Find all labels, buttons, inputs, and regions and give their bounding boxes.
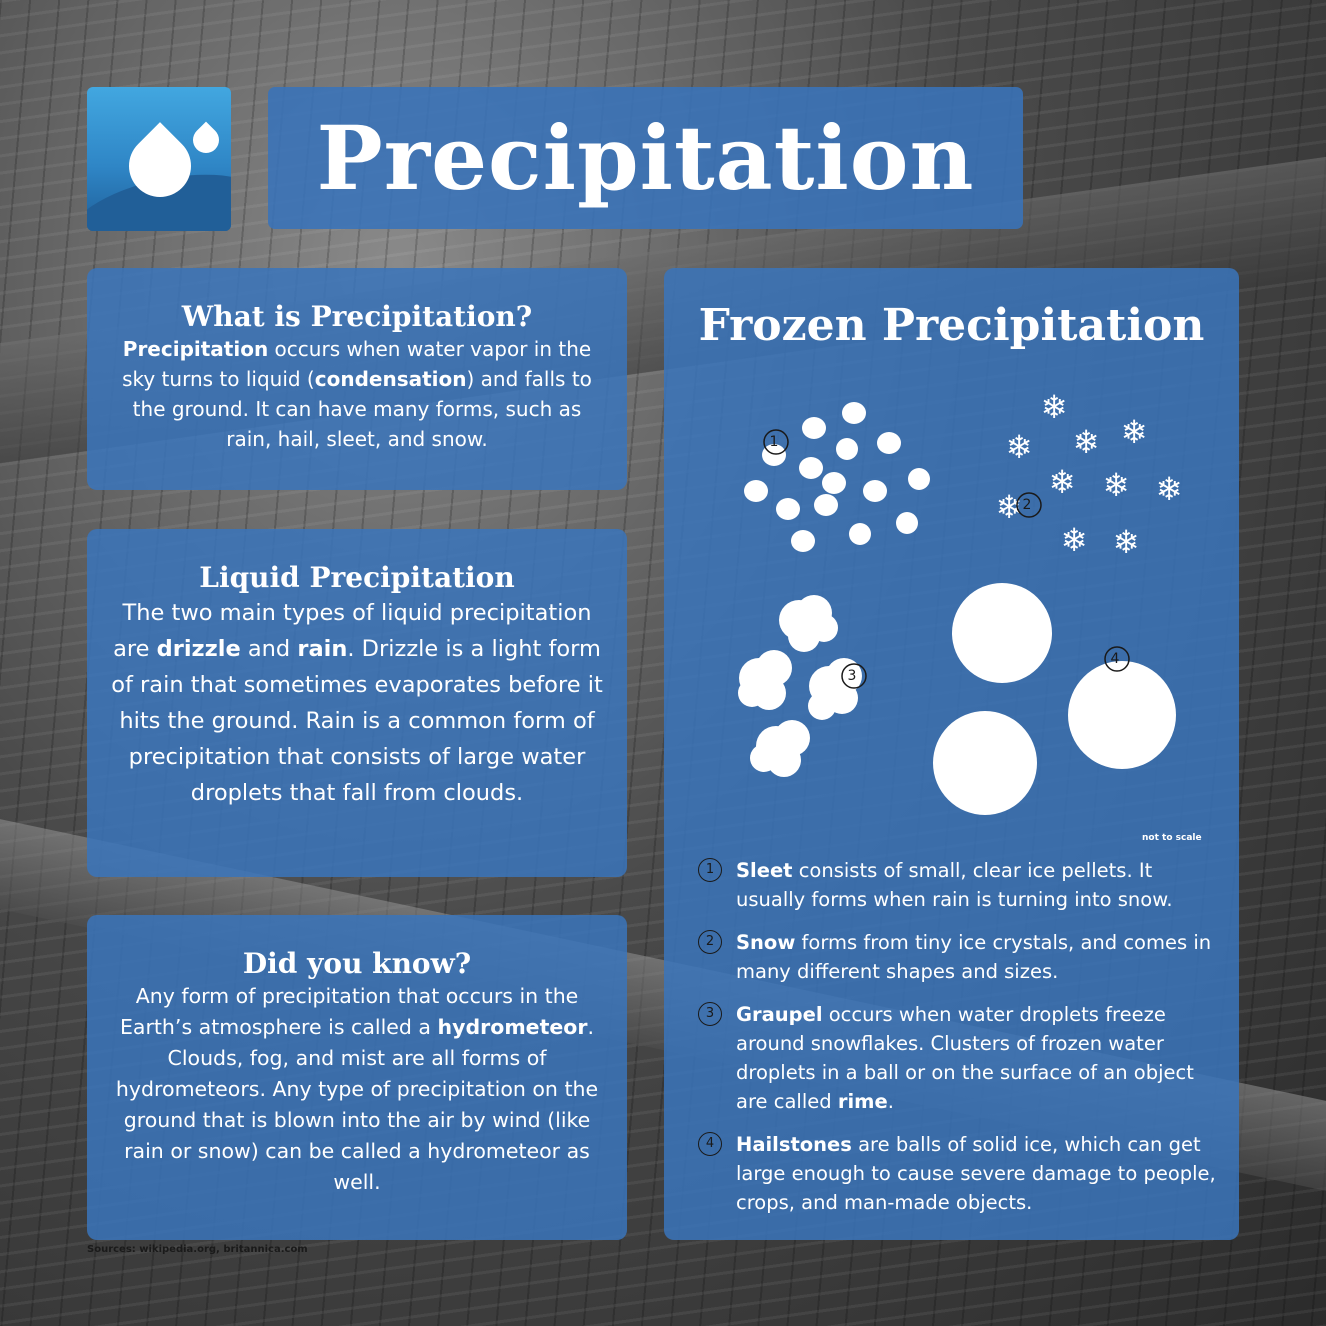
list-item [698,1000,1218,1116]
bold-term: Precipitation [122,337,269,361]
text-run: occurs when water droplets freeze around snowflakes. Clusters of frozen water droplets in a ball or on the surface of an object are called [736,1003,1194,1113]
snowflakes [996,388,1183,561]
liquid-heading: Liquid Precipitation [199,561,515,594]
sleet-description [736,856,1218,914]
text-run: occurs when water vapor in the sky turns to liquid ( [122,337,592,391]
what-is-panel [87,268,627,490]
bold-term: drizzle [156,636,241,662]
svg-text:❄: ❄ [1048,463,1076,501]
sleet-pellets [744,402,930,552]
text-run: and [240,636,298,662]
bold-term: rain [297,636,348,662]
marker-2: 2 [1022,497,1032,513]
list-item [698,1130,1218,1217]
hailstones [933,583,1176,815]
text-run: ) and falls to the ground. It can have many forms, such as rain, hail, sleet, and snow. [132,367,592,451]
liquid-body [111,595,603,811]
not-to-scale-note: not to scale [1142,833,1202,843]
list-item [698,856,1218,914]
bold-term: Snow [736,931,796,954]
item-number: 2 [698,930,722,954]
text-run: forms from tiny ice crystals, and comes in many different shapes and sizes. [736,931,1212,983]
text-run: Any form of precipitation that occurs in the Earth’s atmosphere is called a [119,984,579,1039]
text-run: are balls of solid ice, which can get large enough to cause severe damage to people, crops, and man-made objects. [736,1133,1216,1214]
graupel-description [736,1000,1218,1116]
frozen-heading: Frozen Precipitation [698,300,1205,351]
svg-text:❄: ❄ [1112,523,1140,561]
text-run: consists of small, clear ice pellets. It usually forms when rain is turning into snow. [736,859,1173,911]
bold-term: Graupel [736,1003,823,1026]
bold-term: Sleet [736,859,793,882]
marker-3: 3 [847,668,857,684]
liquid-panel [87,529,627,877]
svg-text:❄: ❄ [1005,428,1033,466]
page-title: Precipitation [316,106,975,210]
title-banner [268,87,1023,229]
svg-text:❄: ❄ [1060,521,1088,559]
raindrop-icon [87,87,231,231]
svg-text:❄: ❄ [995,488,1023,526]
snow-description [736,928,1218,986]
item-number: 4 [698,1132,722,1156]
text-run: The two main types of liquid precipitation are [113,600,592,662]
marker-4: 4 [1110,651,1120,667]
item-number: 1 [698,858,722,882]
bold-term: Hailstones [736,1133,852,1156]
did-you-know-panel [87,915,627,1240]
svg-text:❄: ❄ [1102,466,1130,504]
logo-small-drop [188,122,225,159]
frozen-types-list [698,856,1218,1231]
frozen-illustration [664,268,1239,868]
text-run: . Clouds, fog, and mist are all forms of hydrometeors. Any type of precipitation on the ground that is blown into the air by wind (like rain or snow) can be called a hydrometeor as well. [115,1015,599,1194]
did-you-know-body [107,981,607,1198]
graupel-clusters [738,595,862,777]
sources-credit: Sources: wikipedia.org, britannica.com [87,1244,308,1255]
text-run: . [887,1090,894,1113]
what-is-heading: What is Precipitation? [181,300,533,333]
bold-term: rime [837,1090,888,1113]
frozen-panel [664,268,1239,1240]
hailstones-description [736,1130,1218,1217]
text-run: . Drizzle is a light form of rain that sometimes evaporates before it hits the ground. Rain is a common form of precipitation that consists of large water droplets that fall from clouds. [111,636,603,806]
bold-term: hydrometeor [437,1015,588,1039]
svg-text:❄: ❄ [1040,388,1068,426]
what-is-body [107,334,607,454]
svg-text:❄: ❄ [1120,413,1148,451]
did-you-know-heading: Did you know? [242,947,472,980]
bold-term: condensation [314,367,467,391]
svg-text:❄: ❄ [1072,423,1100,461]
list-item [698,928,1218,986]
item-number: 3 [698,1002,722,1026]
svg-text:❄: ❄ [1155,470,1183,508]
marker-1: 1 [769,434,779,450]
